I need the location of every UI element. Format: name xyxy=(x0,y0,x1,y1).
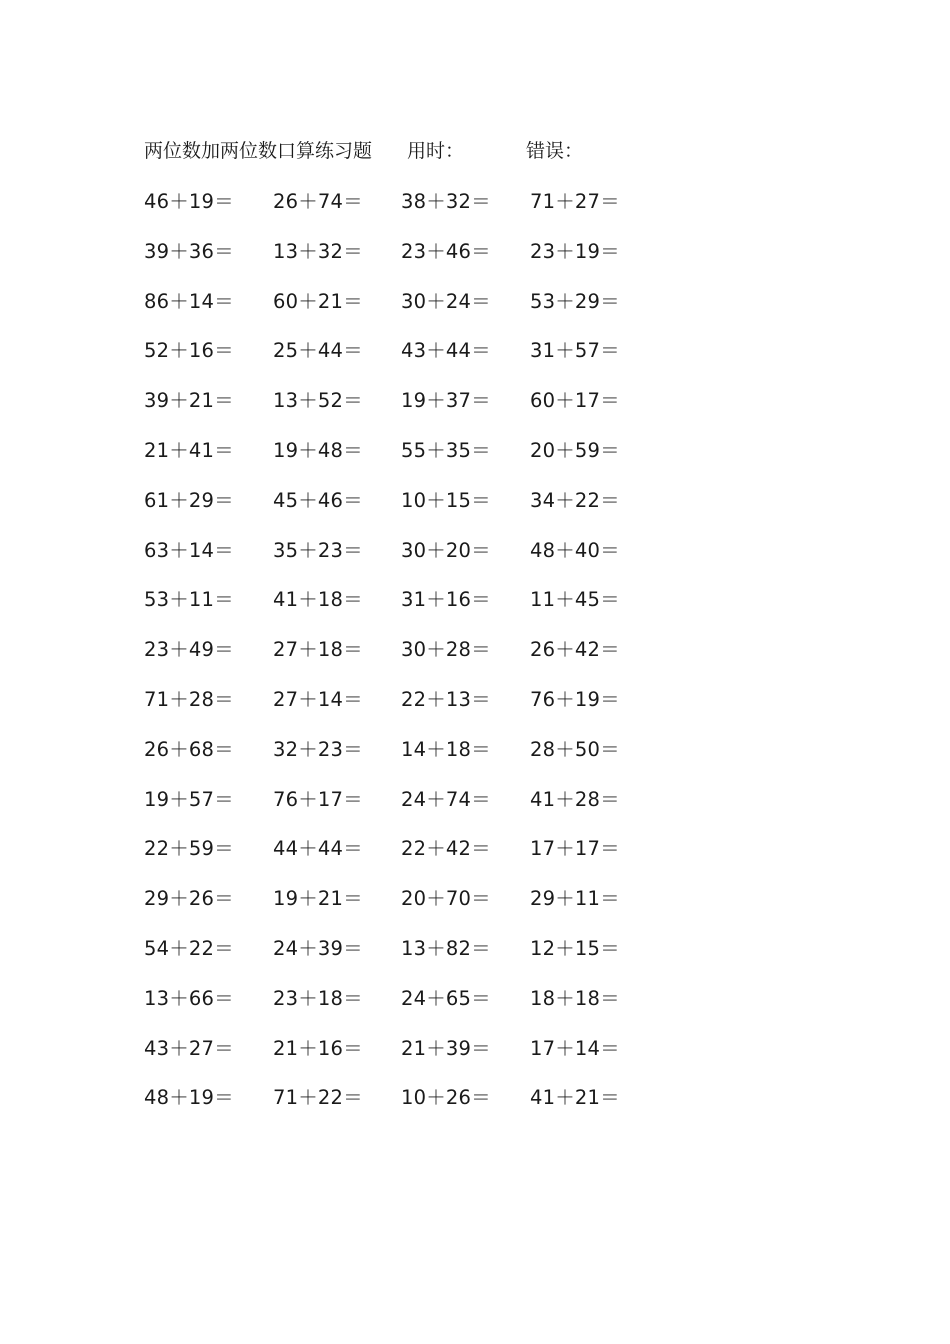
problem-item: 19＋48＝ xyxy=(273,438,363,462)
errors-label: 错误： xyxy=(526,140,584,162)
problem-item: 28＋50＝ xyxy=(530,737,620,761)
problem-item: 22＋42＝ xyxy=(401,837,491,861)
problem-item: 24＋65＝ xyxy=(401,986,491,1010)
worksheet-title: 两位数加两位数口算练习题 xyxy=(144,140,373,162)
problem-item: 54＋22＝ xyxy=(144,936,234,960)
problem-item: 13＋52＝ xyxy=(273,389,363,413)
problem-item: 24＋39＝ xyxy=(273,936,363,960)
problem-item: 27＋18＝ xyxy=(273,638,363,662)
problem-item: 48＋40＝ xyxy=(530,538,620,562)
problem-item: 23＋19＝ xyxy=(530,239,620,263)
problem-item: 22＋13＝ xyxy=(401,687,491,711)
problem-item: 61＋29＝ xyxy=(144,488,234,512)
problem-item: 26＋68＝ xyxy=(144,737,234,761)
problem-item: 43＋27＝ xyxy=(144,1036,234,1060)
problem-item: 21＋39＝ xyxy=(401,1036,491,1060)
problem-item: 30＋20＝ xyxy=(401,538,491,562)
problem-item: 60＋17＝ xyxy=(530,389,620,413)
problem-item: 71＋27＝ xyxy=(530,190,620,213)
problem-item: 76＋19＝ xyxy=(530,687,620,711)
problem-item: 31＋57＝ xyxy=(530,339,620,363)
problem-item: 41＋28＝ xyxy=(530,787,620,811)
problem-item: 17＋14＝ xyxy=(530,1036,620,1060)
problem-item: 25＋44＝ xyxy=(273,339,363,363)
problem-item: 19＋57＝ xyxy=(144,787,234,811)
problem-item: 24＋74＝ xyxy=(401,787,491,811)
problem-item: 39＋21＝ xyxy=(144,389,234,413)
problem-item: 32＋23＝ xyxy=(273,737,363,761)
problem-item: 23＋46＝ xyxy=(401,239,491,263)
problem-item: 31＋16＝ xyxy=(401,588,491,612)
problem-item: 39＋36＝ xyxy=(144,239,234,263)
problem-item: 35＋23＝ xyxy=(273,538,363,562)
problem-item: 53＋29＝ xyxy=(530,289,620,313)
problem-item: 53＋11＝ xyxy=(144,588,234,612)
problem-item: 34＋22＝ xyxy=(530,488,620,512)
problem-item: 26＋74＝ xyxy=(273,190,363,213)
problem-item: 76＋17＝ xyxy=(273,787,363,811)
problem-item: 30＋28＝ xyxy=(401,638,491,662)
problem-item: 20＋70＝ xyxy=(401,887,491,911)
problem-item: 45＋46＝ xyxy=(273,488,363,512)
problem-item: 44＋44＝ xyxy=(273,837,363,861)
problem-item: 52＋16＝ xyxy=(144,339,234,363)
problem-item: 43＋44＝ xyxy=(401,339,491,363)
problem-item: 41＋18＝ xyxy=(273,588,363,612)
problem-item: 29＋26＝ xyxy=(144,887,234,911)
problem-item: 71＋28＝ xyxy=(144,687,234,711)
problem-item: 14＋18＝ xyxy=(401,737,491,761)
problem-item: 46＋19＝ xyxy=(144,190,234,213)
problem-item: 21＋16＝ xyxy=(273,1036,363,1060)
problem-item: 10＋26＝ xyxy=(401,1086,491,1110)
problem-item: 22＋59＝ xyxy=(144,837,234,861)
problem-item: 60＋21＝ xyxy=(273,289,363,313)
problem-item: 20＋59＝ xyxy=(530,438,620,462)
problem-item: 86＋14＝ xyxy=(144,289,234,313)
problem-item: 27＋14＝ xyxy=(273,687,363,711)
problem-item: 29＋11＝ xyxy=(530,887,620,911)
problem-item: 63＋14＝ xyxy=(144,538,234,562)
problem-item: 12＋15＝ xyxy=(530,936,620,960)
problem-item: 13＋32＝ xyxy=(273,239,363,263)
problem-item: 30＋24＝ xyxy=(401,289,491,313)
time-used-label: 用时： xyxy=(407,140,465,162)
problem-item: 19＋21＝ xyxy=(273,887,363,911)
problem-item: 23＋49＝ xyxy=(144,638,234,662)
problem-item: 38＋32＝ xyxy=(401,190,491,213)
problem-item: 71＋22＝ xyxy=(273,1086,363,1110)
problem-item: 13＋66＝ xyxy=(144,986,234,1010)
problem-item: 21＋41＝ xyxy=(144,438,234,462)
problem-item: 48＋19＝ xyxy=(144,1086,234,1110)
problem-item: 23＋18＝ xyxy=(273,986,363,1010)
problem-item: 41＋21＝ xyxy=(530,1086,620,1110)
problem-item: 13＋82＝ xyxy=(401,936,491,960)
problem-item: 19＋37＝ xyxy=(401,389,491,413)
problem-item: 55＋35＝ xyxy=(401,438,491,462)
problem-item: 11＋45＝ xyxy=(530,588,620,612)
problem-item: 26＋42＝ xyxy=(530,638,620,662)
problem-item: 17＋17＝ xyxy=(530,837,620,861)
problem-item: 18＋18＝ xyxy=(530,986,620,1010)
problem-item: 10＋15＝ xyxy=(401,488,491,512)
